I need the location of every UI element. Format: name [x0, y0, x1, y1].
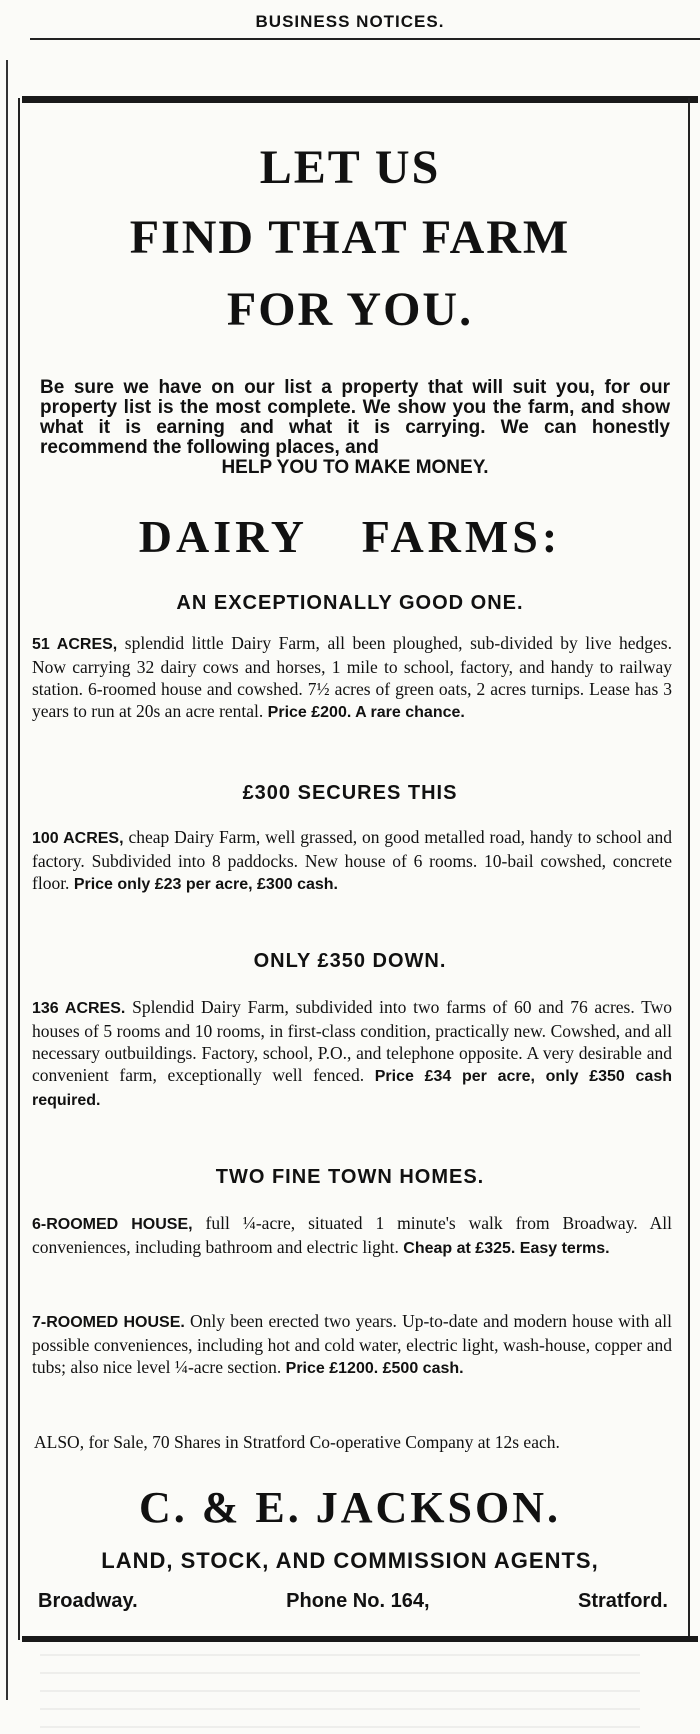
listing-1-text: [32, 632, 672, 724]
listing-1-body: splendid little Dairy Farm, all been ploughed, sub-divided by live hedges. Now carrying 32 dairy cows and horses, 1 mile to school, factory, and handy to railway station. 6-roomed house and cowshed. 7½ acres of green oats, 2 acres turnips. Lease has 3 years to run at 20s an acre rental.: [32, 633, 672, 721]
listing-2-price: Price only £23 per acre, £300 cash.: [73, 876, 338, 893]
headline-line-2: FIND THAT FARM: [129, 211, 571, 264]
section-title: DAIRY FARMS:: [138, 511, 562, 562]
listing-3-body: Splendid Dairy Farm, subdivided into two farms of 60 and 76 acres. Two houses of 5 rooms and 10 rooms, in first-class condition, practically new. Cowshed, and all necessary outbuildings. Factory, school, P.O., and telephone opposite. A very desirable and convenient farm, exceptionally well fenced.: [32, 997, 672, 1085]
ad-bottom-border: [22, 1636, 698, 1642]
section-header-title: BUSINESS NOTICES.: [255, 12, 445, 31]
firm-town: Stratford.: [577, 1590, 668, 1612]
bleed-through-texture: [40, 1648, 640, 1728]
firm-contact-line: [38, 1590, 668, 1613]
listing-2-lead: 100 ACRES,: [32, 830, 124, 847]
town-home-2-body: Only been erected two years. Up-to-date and modern house with all possible conveniences, including hot and cold water, electric light, wash-house, copper and tubs; also nice level ¼-acre section.: [32, 1311, 672, 1377]
town-home-1-lead: 6-ROOMED HOUSE,: [32, 1216, 193, 1233]
town-home-2-lead: 7-ROOMED HOUSE.: [32, 1314, 185, 1331]
town-home-1-price: Cheap at £325. Easy terms.: [403, 1240, 610, 1257]
listing-2-heading: £300 SECURES THIS: [242, 782, 458, 804]
town-home-2-text: [32, 1310, 672, 1380]
listing-2-body: cheap Dairy Farm, well grassed, on good metalled road, handy to school and factory. Subdivided into 8 paddocks. New house of 6 rooms. 10-bail cowshed, concrete floor.: [32, 827, 672, 893]
headline-line-1: LET US: [259, 141, 441, 194]
listing-1-price: Price £200. A rare chance.: [267, 704, 465, 721]
header-rule: [30, 38, 700, 40]
town-home-1-text: [32, 1212, 672, 1260]
intro-cta: HELP YOU TO MAKE MONEY.: [221, 457, 489, 478]
town-home-1-body: full ¼-acre, situated 1 minute's walk from Broadway. All conveniences, including bathroom and electric light.: [32, 1213, 673, 1257]
intro-paragraph: [40, 378, 670, 478]
listing-3-lead: 136 ACRES.: [32, 1000, 126, 1017]
town-home-2-price: Price £1200. £500 cash.: [285, 1360, 464, 1377]
headline-line-3: FOR YOU.: [226, 283, 474, 336]
listing-3-heading: ONLY £350 DOWN.: [253, 950, 447, 972]
shares-notice: ALSO, for Sale, 70 Shares in Stratford Co-operative Company at 12s each.: [34, 1432, 560, 1452]
listing-3-price: Price £34 per acre, only £350 cash required.: [32, 1068, 673, 1109]
town-homes-heading: TWO FINE TOWN HOMES.: [215, 1166, 485, 1188]
listing-2-text: [32, 826, 672, 896]
page-header: [0, 0, 700, 36]
intro-text: Be sure we have on our list a property that will suit you, for our property list is the most complete. We show you the farm, and show what it is earning and what it is carrying. We can honestly recommend the following places, and: [40, 377, 670, 458]
listing-1-lead: 51 ACRES,: [32, 636, 118, 653]
listing-3-text: [32, 996, 672, 1112]
firm-name: C. & E. JACKSON.: [138, 1483, 562, 1532]
firm-tagline: LAND, STOCK, AND COMMISSION AGENTS,: [101, 1548, 599, 1573]
listing-1-heading: AN EXCEPTIONALLY GOOD ONE.: [176, 592, 524, 614]
firm-phone: Phone No. 164,: [286, 1590, 430, 1612]
firm-address: Broadway.: [38, 1590, 138, 1612]
